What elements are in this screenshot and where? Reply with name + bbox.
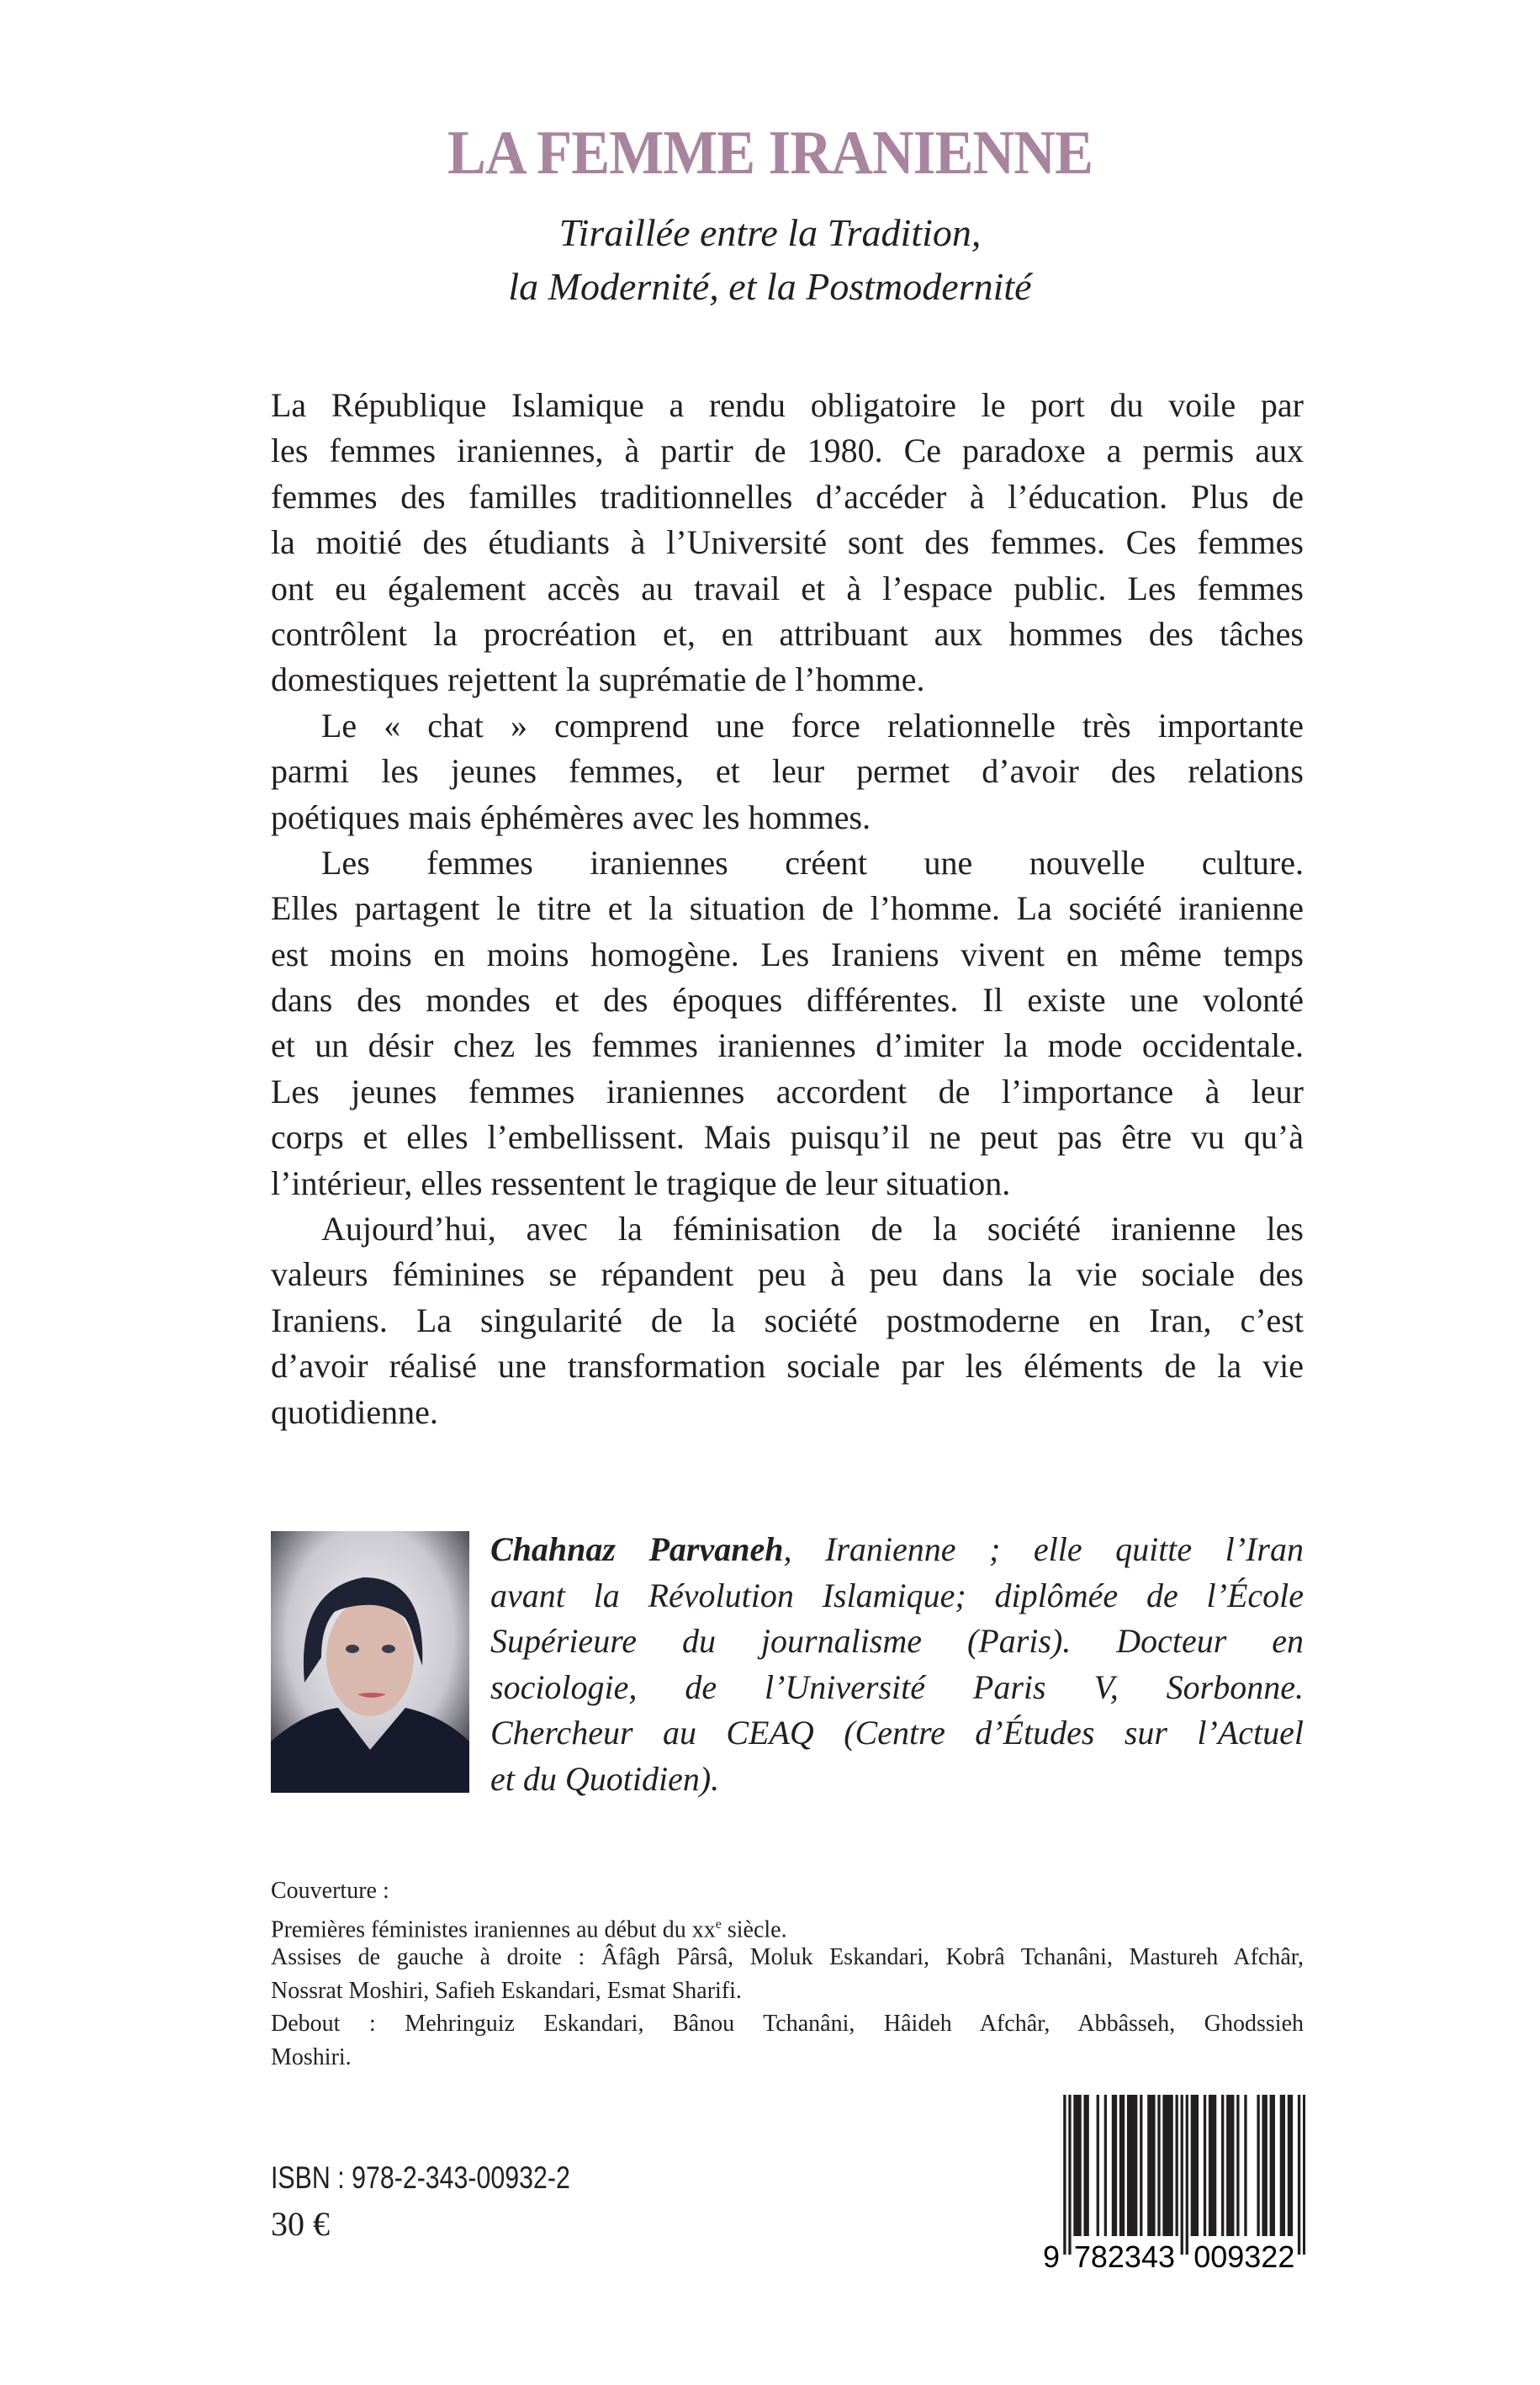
summary-line: parmi les jeunes femmes, et leur permet d’avoir des relations xyxy=(271,752,1304,791)
barcode-bar xyxy=(1211,2095,1214,2236)
author-bio-text: , Iranienne ; elle quitte l’Iran xyxy=(783,1530,1305,1568)
summary-line: et un désir chez les femmes iraniennes d’imiter la mode occidentale. xyxy=(271,1026,1304,1065)
barcode-bar xyxy=(1298,2095,1300,2255)
barcode-bar xyxy=(1068,2095,1071,2255)
barcode-bar xyxy=(1157,2095,1160,2236)
barcode-bar xyxy=(1119,2095,1122,2236)
caption-line: Nossrat Moshiri, Safieh Eskandari, Esmat Sharifi. xyxy=(271,1977,742,2004)
barcode-digits: 009322 xyxy=(1193,2239,1295,2271)
summary-line: poétiques mais éphémères avec les hommes. xyxy=(271,798,871,836)
barcode-bar xyxy=(1204,2095,1206,2236)
cover-caption xyxy=(271,1874,1304,2074)
barcode-bar xyxy=(1270,2095,1273,2236)
author-bio-line: sociologie, de l’Université Paris V, Sorbonne. xyxy=(490,1667,1304,1706)
summary-line: Le « chat » comprend une force relationnelle très importante xyxy=(321,706,1304,745)
author-bio-line: et du Quotidien). xyxy=(490,1759,720,1798)
caption-line: Moshiri. xyxy=(271,2043,352,2070)
caption-superscript: e xyxy=(715,1916,722,1932)
author-bio-line xyxy=(490,1527,1304,1573)
barcode-bar xyxy=(1132,2095,1135,2236)
barcode-bar xyxy=(1170,2095,1172,2236)
barcode-bar xyxy=(1083,2095,1086,2236)
isbn: ISBN : 978-2-343-00932-2 xyxy=(271,2160,570,2195)
barcode-bar xyxy=(1231,2095,1234,2236)
summary-line: Aujourd’hui, avec la féminisation de la société iranienne les xyxy=(321,1210,1304,1248)
author-bio-line: Supérieure du journalisme (Paris). Docteur en xyxy=(490,1622,1304,1660)
summary-line: La République Islamique a rendu obligatoire le port du voile par xyxy=(271,386,1304,424)
barcode-bar xyxy=(1162,2095,1165,2236)
barcode-digits: 9 xyxy=(1043,2239,1061,2271)
author-photo xyxy=(271,1531,469,1793)
author-bio-line: Chercheur au CEAQ (Centre d’Études sur l’Actuel xyxy=(490,1714,1304,1752)
barcode-bar xyxy=(1114,2095,1117,2236)
barcode-bar xyxy=(1283,2095,1285,2236)
barcode-bar xyxy=(1167,2095,1170,2236)
caption-line: Assises de gauche à droite : Âfâgh Pârsâ, Moluk Eskandari, Kobrâ Tchanâni, Mastureh Afchâr, xyxy=(271,1944,1304,1970)
summary-line: Les femmes iraniennes créent une nouvelle culture. xyxy=(321,843,1304,882)
summary-line: dans des mondes et des époques différentes. Il existe une volonté xyxy=(271,981,1304,1020)
summary-line: ont eu également accès au travail et à l’espace public. Les femmes xyxy=(271,569,1304,607)
summary-line: valeurs féminines se répandent peu à peu dans la vie sociale des xyxy=(271,1255,1304,1294)
caption-line xyxy=(271,1908,1304,1942)
barcode-bar xyxy=(1191,2095,1193,2236)
summary-line: l’intérieur, elles ressentent le tragique de leur situation. xyxy=(271,1163,1011,1202)
barcode-bar xyxy=(1150,2095,1152,2236)
barcode-bar xyxy=(1127,2095,1130,2236)
barcode-bar xyxy=(1181,2095,1183,2255)
barcode-bar xyxy=(1280,2095,1283,2236)
barcode-bar xyxy=(1265,2095,1267,2236)
barcode-bar xyxy=(1076,2095,1078,2236)
caption-line: Debout : Mehringuiz Eskandari, Bânou Tchanâni, Hâideh Afchâr, Abbâsseh, Ghodssieh xyxy=(271,2011,1304,2037)
summary-line: contrôlent la procréation et, en attribuant aux hommes des tâches xyxy=(271,614,1304,653)
summary-line: d’avoir réalisé une transformation sociale par les éléments de la vie xyxy=(271,1347,1304,1386)
author-bio-line: avant la Révolution Islamique; diplômée de l’École xyxy=(490,1576,1304,1614)
author-name: Chahnaz Parvaneh xyxy=(490,1530,784,1568)
caption-text: siècle. xyxy=(721,1916,787,1942)
barcode-bar xyxy=(1073,2095,1076,2236)
subtitle-line-1: Tiraillée entre la Tradition, xyxy=(558,211,982,254)
summary-line: est moins en moins homogène. Les Iraniens vivent en même temps xyxy=(271,935,1304,973)
barcode-bar xyxy=(1135,2095,1137,2236)
barcode-bar xyxy=(1236,2095,1239,2236)
subtitle-line-2: la Modernité, et la Postmodernité xyxy=(508,265,1032,308)
barcode-bar xyxy=(1244,2095,1246,2236)
barcode-bar xyxy=(1063,2095,1066,2255)
barcode-bar xyxy=(1288,2095,1290,2236)
barcode-bar xyxy=(1229,2095,1231,2236)
barcode-bar xyxy=(1196,2095,1199,2236)
author-bio xyxy=(490,1527,1304,1802)
summary-line: quotidienne. xyxy=(271,1392,438,1431)
barcode-bar xyxy=(1078,2095,1081,2236)
barcode-bar xyxy=(1104,2095,1107,2236)
caption-text: Premières féministes iraniennes au début du xx xyxy=(271,1916,716,1942)
summary-line: domestiques rejettent la suprématie de l’homme. xyxy=(271,660,925,699)
barcode-bar xyxy=(1214,2095,1216,2236)
back-cover-summary xyxy=(271,383,1304,1435)
barcode-bar xyxy=(1273,2095,1275,2236)
book-title: LA FEMME IRANIENNE xyxy=(447,119,1093,188)
price: 30 € xyxy=(271,2205,330,2243)
barcode-bar xyxy=(1221,2095,1224,2236)
summary-line: Les jeunes femmes iraniennes accordent de l’importance à leur xyxy=(271,1072,1304,1110)
barcode-bar xyxy=(1290,2095,1293,2236)
barcode-bar xyxy=(1209,2095,1211,2236)
barcode-bar xyxy=(1147,2095,1150,2236)
barcode xyxy=(1043,2095,1305,2271)
barcode-bar xyxy=(1112,2095,1114,2236)
caption-heading: Couverture : xyxy=(271,1878,389,1904)
barcode-bar xyxy=(1140,2095,1142,2236)
barcode-digits: 782343 xyxy=(1073,2239,1176,2271)
barcode-bar xyxy=(1130,2095,1132,2236)
summary-line: corps et elles l’embellissent. Mais puisqu’il ne peut pas être vu qu’à xyxy=(271,1118,1304,1157)
barcode-bar xyxy=(1086,2095,1088,2236)
barcode-bar xyxy=(1303,2095,1305,2255)
barcode-bar xyxy=(1097,2095,1099,2236)
barcode-bar xyxy=(1122,2095,1125,2236)
barcode-bar xyxy=(1186,2095,1188,2255)
barcode-bar xyxy=(1226,2095,1229,2236)
barcode-bar xyxy=(1193,2095,1196,2236)
barcode-bar xyxy=(1165,2095,1167,2236)
summary-line: Iraniens. La singularité de la société postmoderne en Iran, c’est xyxy=(271,1301,1304,1339)
summary-line: les femmes iraniennes, à partir de 1980. Ce paradoxe a permis aux xyxy=(271,432,1304,470)
barcode-bar xyxy=(1176,2095,1178,2236)
summary-line: Elles partagent le titre et la situation de l’homme. La société iranienne xyxy=(271,889,1304,928)
barcode-bar xyxy=(1262,2095,1265,2236)
barcode-bar xyxy=(1152,2095,1155,2236)
summary-line: la moitié des étudiants à l’Université sont des femmes. Ces femmes xyxy=(271,523,1304,562)
barcode-bar xyxy=(1257,2095,1259,2236)
summary-line: femmes des familles traditionnelles d’accéder à l’éducation. Plus de xyxy=(271,477,1304,516)
